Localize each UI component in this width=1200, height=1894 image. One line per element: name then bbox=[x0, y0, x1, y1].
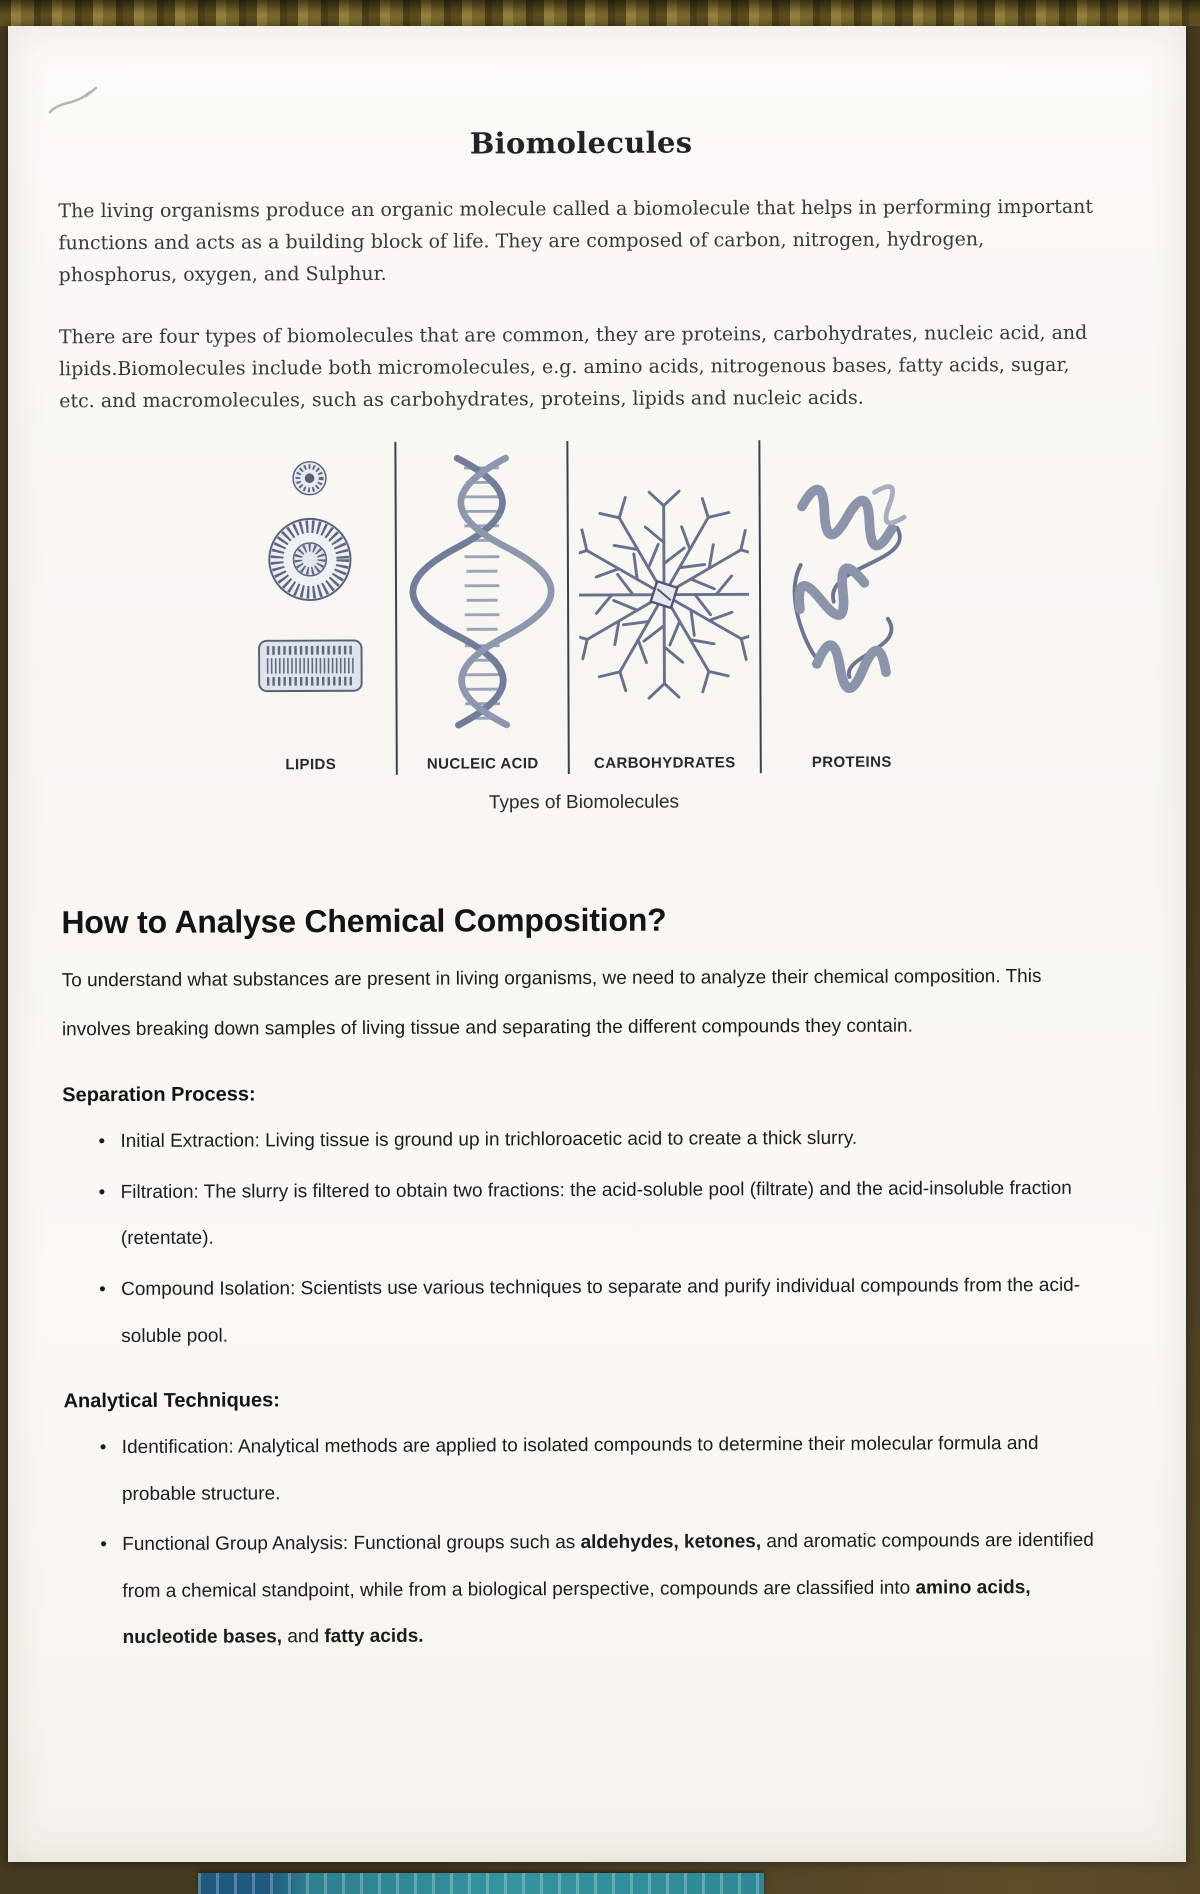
bullet-text: Filtration: The slurry is filtered to obtain two fractions: the acid-soluble pool (filtrate) and the acid-insoluble fraction (retentate). bbox=[120, 1177, 1072, 1250]
bullet-text: Compound Isolation: Scientists use various techniques to separate and purify individual compounds from the acid-soluble pool. bbox=[121, 1274, 1081, 1347]
figure-caption: Types of Biomolecules bbox=[488, 792, 680, 814]
figure-panel-carbohydrates bbox=[572, 441, 755, 775]
bullet-text: and aromatic compounds are identified from a chemical standpoint, while from a biological perspective, compounds are classified into bbox=[122, 1529, 1094, 1602]
dna-helix-icon bbox=[406, 446, 557, 747]
panel-label-carbohydrates: CARBOHYDRATES bbox=[593, 754, 736, 773]
figure-panel-proteins bbox=[764, 440, 937, 774]
section-intro: To understand what substances are present in living organisms, we need to analyze their chemical composition. This involves breaking down samples of living tissue and separating the different compounds they contain. bbox=[61, 966, 1042, 1041]
separation-process-heading: Separation Process: bbox=[62, 1083, 256, 1107]
intro-paragraph-1: The living organisms produce an organic molecule called a biomolecule that helps in performing important functions and acts as a building block of life. They are composed of carbon, nitrogen, hydrogen, phosphorus, oxygen, and Sulphur. bbox=[58, 195, 1094, 287]
analytical-techniques-list bbox=[64, 1421, 1111, 1662]
list-item bbox=[98, 1518, 1099, 1662]
bullet-text: Initial Extraction: Living tissue is ground up in trichloroacetic acid to create a thick slurry. bbox=[120, 1128, 858, 1153]
list-item bbox=[97, 1263, 1097, 1360]
figure-divider bbox=[758, 441, 761, 774]
bold-term: amino acids, nucleotide bases, bbox=[122, 1576, 1031, 1649]
panel-label-nucleic-acid: NUCLEIC ACID bbox=[426, 755, 539, 774]
bullet-text: Functional Group Analysis: Functional groups such as bbox=[122, 1532, 581, 1556]
list-item bbox=[98, 1421, 1098, 1518]
figure-panel-nucleic-acid bbox=[400, 442, 563, 776]
glycogen-branch-icon bbox=[578, 445, 749, 746]
figure-panel-lipids bbox=[228, 442, 391, 776]
panel-label-proteins: PROTEINS bbox=[811, 754, 892, 772]
intro-paragraph-2: There are four types of biomolecules that are common, they are proteins, carbohydrates, nucleic acid, and lipids.Biomolecules include both micromolecules, e.g. amino acids, nitrogenous bases, fatty acids, sugar, etc. and macromolecules, such as carbohydrates, proteins, lipids and nucleic acids. bbox=[58, 321, 1088, 412]
table-edge-strip bbox=[198, 1873, 764, 1894]
lipids-illustration-icon bbox=[234, 446, 385, 747]
bullet-text: Identification: Analytical methods are applied to isolated compounds to determine their molecular formula and probable structure. bbox=[121, 1433, 1039, 1505]
figure-divider bbox=[566, 441, 569, 774]
panel-label-lipids: LIPIDS bbox=[285, 756, 337, 774]
book-edge-band bbox=[0, 0, 1200, 26]
analytical-techniques-heading: Analytical Techniques: bbox=[63, 1389, 280, 1413]
document-page bbox=[8, 26, 1186, 1862]
separation-process-list bbox=[62, 1115, 1109, 1360]
bold-term: aldehydes, ketones, bbox=[580, 1531, 762, 1554]
protein-ribbon-icon bbox=[770, 444, 931, 745]
page-title: Biomolecules bbox=[469, 125, 693, 161]
pencil-mark bbox=[46, 84, 106, 118]
page-content bbox=[58, 124, 1111, 1662]
figure-panels bbox=[182, 440, 983, 776]
figure-divider bbox=[394, 442, 397, 775]
section-heading: How to Analyse Chemical Composition? bbox=[61, 902, 667, 941]
list-item bbox=[97, 1166, 1097, 1263]
bullet-text: and bbox=[281, 1626, 325, 1648]
list-item bbox=[96, 1115, 1096, 1166]
biomolecules-figure bbox=[182, 440, 984, 816]
bold-term: fatty acids. bbox=[324, 1625, 424, 1648]
